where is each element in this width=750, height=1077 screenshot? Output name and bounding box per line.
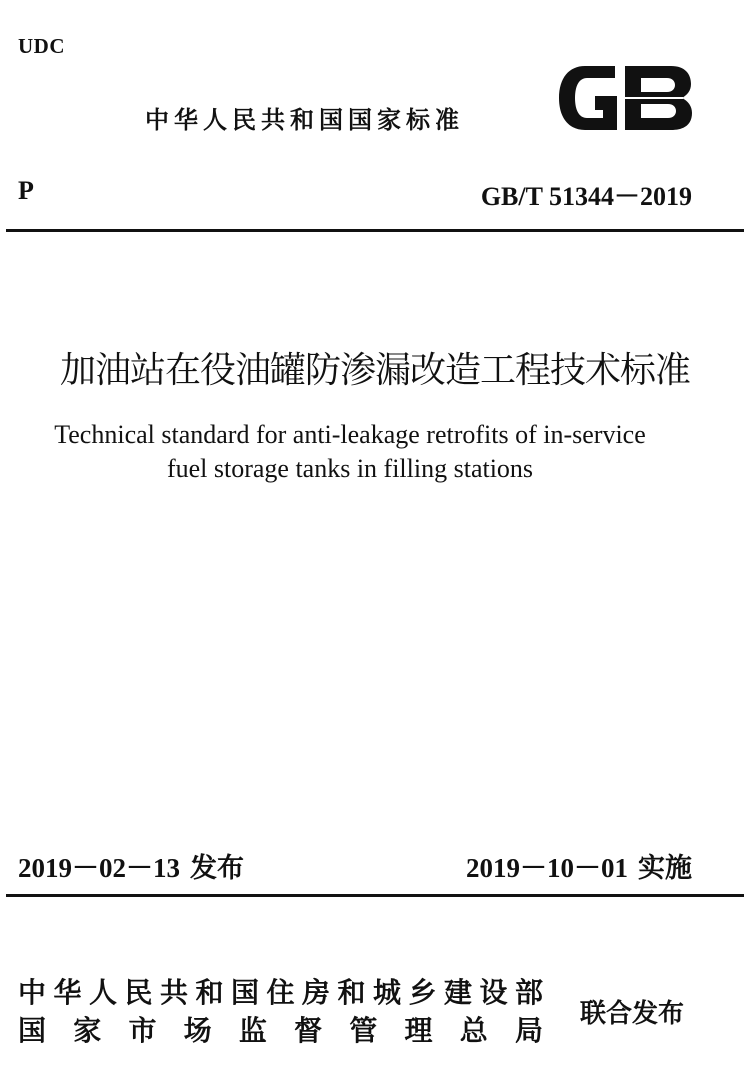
publisher-line-2: 国家市场监督管理总局 bbox=[18, 1014, 543, 1047]
category-code: P bbox=[18, 176, 34, 205]
gb-logo-icon bbox=[555, 62, 695, 134]
issue-label: 发布 bbox=[190, 853, 244, 884]
top-divider bbox=[6, 229, 744, 232]
implementation-date-block bbox=[466, 846, 692, 885]
national-standard-heading: 中华人民共和国国家标准 bbox=[145, 106, 464, 134]
bottom-divider bbox=[6, 894, 744, 897]
udc-label: UDC bbox=[18, 34, 65, 58]
issue-date: 2019－02－13 bbox=[18, 853, 180, 883]
english-title-line-1: Technical standard for anti-leakage retrofits of in-service bbox=[54, 420, 646, 449]
implementation-label: 实施 bbox=[638, 853, 692, 884]
joint-issue-label: 联合发布 bbox=[580, 999, 685, 1029]
issue-date-block bbox=[18, 846, 244, 885]
publisher-line-1: 中华人民共和国住房和城乡建设部 bbox=[18, 976, 543, 1009]
standard-number: GB/T 51344－2019 bbox=[480, 182, 692, 211]
document-title-english bbox=[0, 418, 700, 486]
document-title-chinese: 加油站在役油罐防渗漏改造工程技术标准 bbox=[59, 350, 690, 391]
publishers-block bbox=[18, 974, 543, 1050]
implementation-date: 2019－10－01 bbox=[466, 853, 628, 883]
english-title-line-2: fuel storage tanks in filling stations bbox=[166, 454, 534, 483]
